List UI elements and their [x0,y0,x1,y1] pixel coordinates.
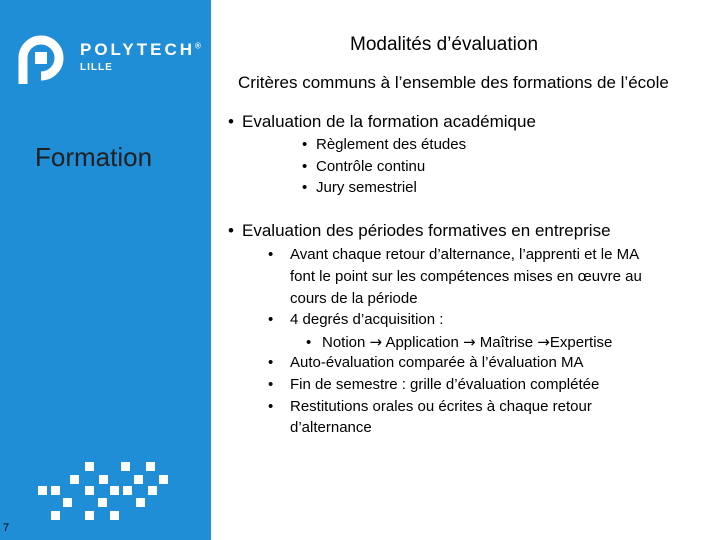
level-notion: Notion [322,334,366,351]
list-item: • Contrôle continu [302,158,426,175]
list-item-continuation: font le point sur les compétences mises en œuvre au [290,268,642,285]
arrow-right-icon: → [369,333,383,351]
bullet-enterprise-heading: • Evaluation des périodes formatives en entreprise [228,221,611,240]
arrow-right-icon: → [537,333,550,351]
pixel-pattern-decoration [38,462,178,524]
logo-registered-mark: ® [195,41,204,51]
list-item: • Fin de semestre : grille d’évaluation complétée [268,376,600,393]
level-application: Application [385,334,459,351]
slide-subtitle: Critères communs à l’ensemble des formations de l’école [238,73,669,92]
polytech-logo-mark-icon [16,30,66,86]
list-item-continuation: d’alternance [290,419,372,436]
section-label: Formation [35,142,153,172]
list-item: • 4 degrés d’acquisition : [268,311,444,328]
arrow-right-icon: → [463,333,476,351]
sidebar-panel [0,0,211,540]
acquisition-levels: • Notion → Application → Maîtrise →Expertise [306,333,613,351]
page-number: 7 [3,522,10,534]
list-item: • Restitutions orales ou écrites à chaque retour [268,398,592,415]
logo-brand-text: POLYTECH® [80,40,204,59]
list-item-continuation: cours de la période [290,290,418,307]
slide-title: Modalités d’évaluation [350,34,539,55]
logo-subtext: LILLE [80,62,113,73]
level-expertise: Expertise [549,334,613,351]
list-item: • Règlement des études [302,136,467,153]
list-item: • Auto-évaluation comparée à l’évaluation MA [268,354,584,371]
list-item: • Avant chaque retour d’alternance, l’apprenti et le MA [268,246,640,263]
polytech-logo [16,30,206,90]
level-maitrise: Maîtrise [479,334,534,351]
bullet-academic-heading: • Evaluation de la formation académique [228,112,536,131]
list-item: • Jury semestriel [302,179,417,196]
